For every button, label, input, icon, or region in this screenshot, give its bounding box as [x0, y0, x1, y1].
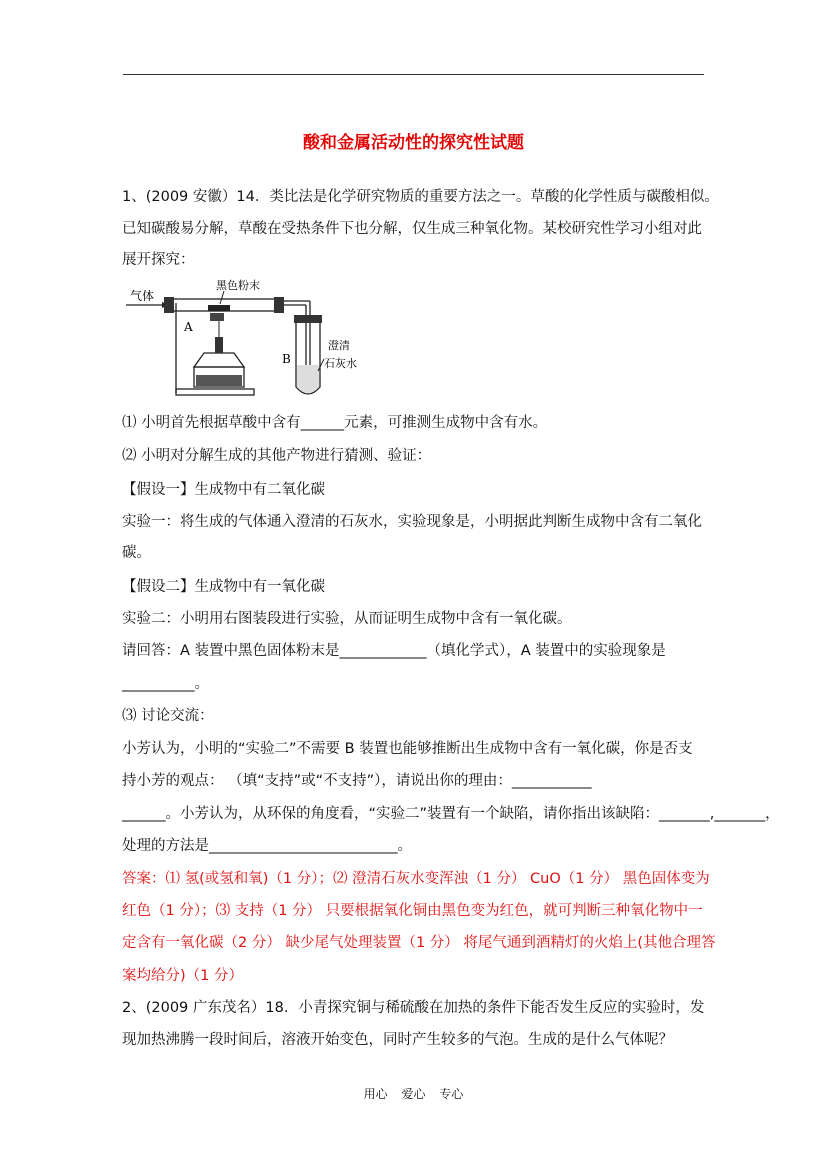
apparatus-diagram — [124, 275, 364, 403]
page-title: 酸和金属活动性的探究性试题 — [303, 133, 524, 153]
answer-line-3: 定含有一氧化碳（2 分） 缺少尾气处理装置（1 分） 将尾气通到酒精灯的火焰上(其他合理答 — [122, 935, 716, 951]
gas-label: 气体 — [130, 289, 155, 303]
limewater-label-2: 石灰水 — [324, 357, 357, 370]
q1-part-3: ⑶ 讨论交流： — [122, 708, 214, 724]
q2-line-1: 2、(2009 广东茂名）18．小青探究铜与稀硫酸在加热的条件下能否发生反应的实验时，发 — [122, 1000, 705, 1016]
q1-part-1: ⑴ 小明首先根据草酸中含有______元素，可推测生成物中含有水。 — [122, 415, 548, 431]
q1-line-1: 1、(2009 安徽）14．类比法是化学研究物质的重要方法之一。草酸的化学性质与碳酸相似。 — [122, 189, 719, 205]
limewater-label-1: 澄清 — [328, 339, 350, 352]
page-footer: 用心 爱心 专心 — [363, 1087, 464, 1101]
q1-line-3: 展开探究： — [122, 252, 195, 268]
apparatus-b-label: B — [282, 352, 291, 366]
q1-part-2: ⑵ 小明对分解生成的其他产物进行猜测、验证： — [122, 448, 432, 464]
discussion-line-4: 处理的方法是__________________________。 — [122, 838, 412, 854]
question-line-2: __________。 — [122, 676, 209, 692]
discussion-line-1: 小芳认为，小明的“实验二”不需要 B 装置也能够推断出生成物中含有一氧化碳，你是否支 — [122, 741, 693, 757]
answer-line-1: 答案：⑴ 氢(或氢和氧)（1 分）；⑵ 澄清石灰水变浑浊（1 分） CuO（1 分） 黑色固体变为 — [122, 871, 710, 887]
apparatus-a-label: A — [184, 320, 193, 334]
q1-line-2: 已知碳酸易分解，草酸在受热条件下也分解，仅生成三种氧化物。某校研究性学习小组对此 — [122, 221, 702, 237]
experiment-1-line-2: 碳。 — [122, 545, 151, 561]
hypothesis-2: 【假设二】生成物中有一氧化碳 — [122, 579, 325, 595]
question-line-1: 请回答：A 装置中黑色固体粉末是____________（填化学式），A 装置中的实验现象是 — [122, 643, 666, 659]
powder-label: 黑色粉末 — [216, 279, 260, 292]
answer-line-2: 红色（1 分）；⑶ 支持（1 分） 只要根据氧化铜由黑色变为红色，就可判断三种氧化物中一 — [122, 903, 703, 919]
discussion-line-3: ______。小芳认为，从环保的角度看，“实验二”装置有一个缺陷，请你指出该缺陷：_______,_______， — [122, 806, 780, 822]
answer-line-4: 案均给分)（1 分） — [122, 968, 243, 984]
q2-line-2: 现加热沸腾一段时间后，溶液开始变色，同时产生较多的气泡。生成的是什么气体呢？ — [122, 1032, 673, 1048]
discussion-line-2: 持小芳的观点： （填“支持”或“不支持”），请说出你的理由：___________ — [122, 773, 592, 789]
hypothesis-1: 【假设一】生成物中有二氧化碳 — [122, 482, 325, 498]
header-rule — [123, 74, 704, 75]
experiment-2: 实验二：小明用右图装段进行实验，从而证明生成物中含有一氧化碳。 — [122, 611, 572, 627]
experiment-1-line-1: 实验一：将生成的气体通入澄清的石灰水，实验现象是，小明据此判断生成物中含有二氧化 — [122, 514, 702, 530]
